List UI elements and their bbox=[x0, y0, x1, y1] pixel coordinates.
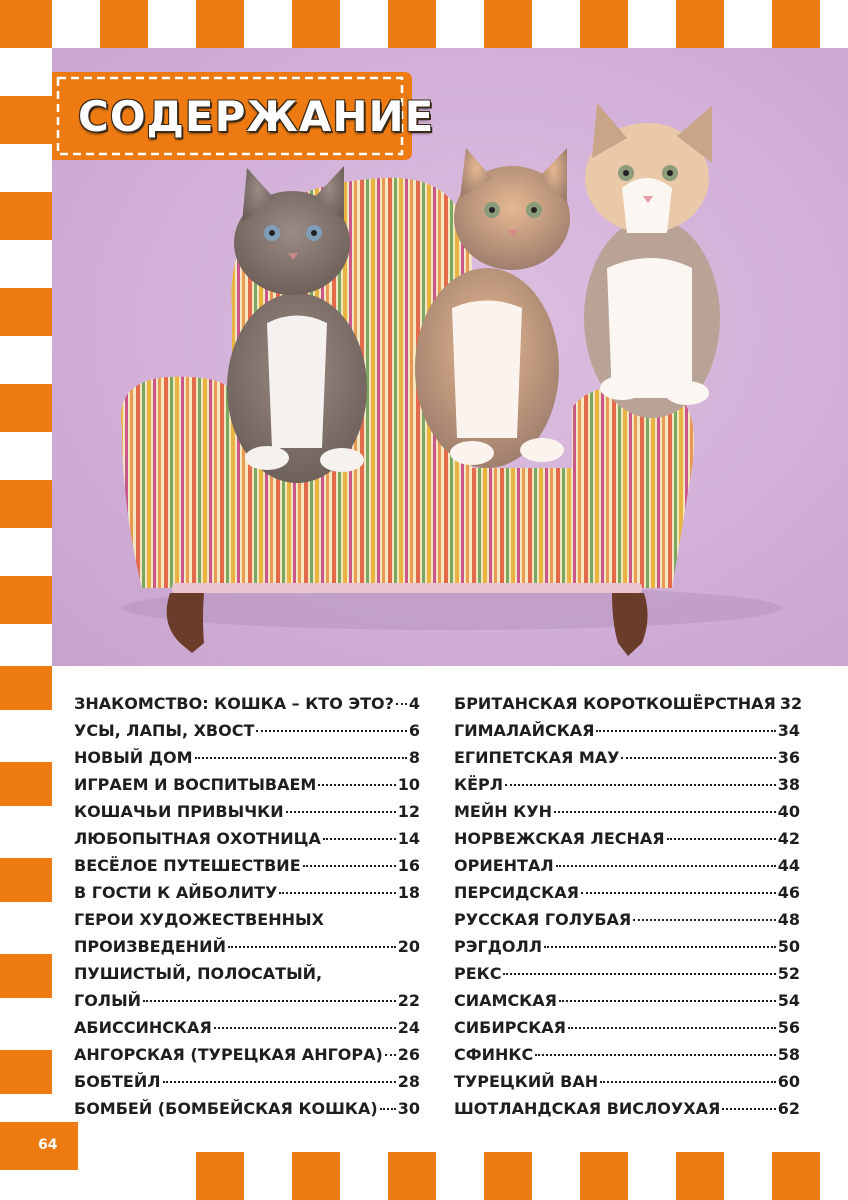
border-square bbox=[0, 954, 52, 998]
toc-leader-dots bbox=[323, 838, 396, 840]
toc-entry-page: 48 bbox=[777, 910, 800, 929]
toc-leader-dots bbox=[318, 784, 395, 786]
border-square bbox=[0, 288, 52, 336]
toc-entry-title: СФИНКС bbox=[454, 1045, 534, 1064]
toc-entry-page: 44 bbox=[777, 856, 800, 875]
toc-entry[interactable] bbox=[74, 852, 420, 879]
border-square bbox=[0, 576, 52, 624]
toc-entry[interactable] bbox=[74, 798, 420, 825]
border-square bbox=[0, 1050, 52, 1094]
toc-leader-dots bbox=[163, 1081, 396, 1083]
border-square bbox=[0, 858, 52, 902]
toc-entry-page: 28 bbox=[397, 1072, 420, 1091]
toc-entry-page: 62 bbox=[777, 1099, 800, 1118]
toc-entry[interactable] bbox=[74, 744, 420, 771]
toc-entry-page: 54 bbox=[777, 991, 800, 1010]
toc-entry-page: 56 bbox=[777, 1018, 800, 1037]
toc-entry-title: ЕГИПЕТСКАЯ МАУ bbox=[454, 748, 620, 767]
toc-leader-dots bbox=[385, 1054, 396, 1056]
toc-entry-page: 14 bbox=[397, 829, 420, 848]
toc-entry[interactable] bbox=[74, 1041, 420, 1068]
toc-entry[interactable] bbox=[454, 1095, 800, 1122]
toc-entry[interactable] bbox=[454, 744, 800, 771]
toc-leader-dots bbox=[556, 865, 776, 867]
toc-leader-dots bbox=[505, 784, 776, 786]
toc-leader-dots bbox=[554, 811, 776, 813]
toc-entry-title: РЭГДОЛЛ bbox=[454, 937, 543, 956]
toc-entry[interactable] bbox=[454, 933, 800, 960]
toc-entry-page: 30 bbox=[397, 1099, 420, 1118]
toc-entry-title: БОБТЕЙЛ bbox=[74, 1072, 161, 1091]
toc-entry-page: 4 bbox=[408, 694, 420, 713]
toc-entry-title: ГОЛЫЙ bbox=[74, 991, 142, 1010]
border-square bbox=[292, 0, 340, 48]
toc-entry[interactable] bbox=[454, 879, 800, 906]
toc-entry[interactable] bbox=[74, 1095, 420, 1122]
border-square bbox=[772, 1152, 820, 1200]
toc-leader-dots bbox=[722, 1108, 775, 1110]
border-square bbox=[388, 0, 436, 48]
border-square bbox=[0, 384, 52, 432]
toc-entry-title: БРИТАНСКАЯ КОРОТКОШЁРСТНАЯ bbox=[454, 694, 776, 713]
toc-leader-dots bbox=[303, 865, 396, 867]
toc-left-column bbox=[74, 690, 420, 1122]
toc-entry[interactable] bbox=[454, 717, 800, 744]
toc-right-column bbox=[454, 690, 803, 1122]
toc-leader-dots bbox=[544, 946, 776, 948]
toc-entry-page: 52 bbox=[777, 964, 800, 983]
toc-leader-dots bbox=[581, 892, 776, 894]
toc-leader-dots bbox=[195, 757, 407, 759]
toc-entry-title: АНГОРСКАЯ (ТУРЕЦКАЯ АНГОРА) bbox=[74, 1045, 383, 1064]
title-badge bbox=[52, 72, 435, 160]
border-square bbox=[292, 1152, 340, 1200]
toc-entry[interactable] bbox=[454, 906, 800, 933]
toc-entry[interactable] bbox=[74, 879, 420, 906]
border-square bbox=[580, 0, 628, 48]
toc-entry-page: 46 bbox=[777, 883, 800, 902]
toc-leader-dots bbox=[503, 973, 775, 975]
toc-entry[interactable] bbox=[454, 1068, 800, 1095]
border-square bbox=[676, 1152, 724, 1200]
toc-entry[interactable] bbox=[74, 717, 420, 744]
toc-entry-title: СИАМСКАЯ bbox=[454, 991, 557, 1010]
toc-entry-page: 24 bbox=[397, 1018, 420, 1037]
toc-entry-title: БОМБЕЙ (БОМБЕЙСКАЯ КОШКА) bbox=[74, 1099, 378, 1118]
toc-entry[interactable] bbox=[454, 825, 800, 852]
toc-leader-dots bbox=[633, 919, 776, 921]
border-square bbox=[0, 762, 52, 806]
kitten-white-calico bbox=[584, 103, 720, 418]
toc-entry-page: 38 bbox=[777, 775, 800, 794]
toc-entry[interactable] bbox=[74, 1014, 420, 1041]
toc-entry-title: НОВЫЙ ДОМ bbox=[74, 748, 193, 767]
toc-entry[interactable] bbox=[454, 987, 800, 1014]
toc-entry-title: ПЕРСИДСКАЯ bbox=[454, 883, 579, 902]
toc-entry[interactable] bbox=[454, 960, 800, 987]
toc-entry-title: ИГРАЕМ И ВОСПИТЫВАЕМ bbox=[74, 775, 317, 794]
toc-entry-page: 34 bbox=[777, 721, 800, 740]
toc-entry-page: 20 bbox=[397, 937, 420, 956]
toc-entry-title: ВЕСЁЛОЕ ПУТЕШЕСТВИЕ bbox=[74, 856, 301, 875]
border-square bbox=[676, 0, 724, 48]
toc-entry[interactable] bbox=[74, 1068, 420, 1095]
toc-entry-page: 8 bbox=[408, 748, 420, 767]
toc-entry-title: ЗНАКОМСТВО: КОШКА – КТО ЭТО? bbox=[74, 694, 394, 713]
toc-leader-dots bbox=[279, 892, 395, 894]
toc-entry-title: СИБИРСКАЯ bbox=[454, 1018, 566, 1037]
toc-leader-dots bbox=[286, 811, 396, 813]
toc-leader-dots bbox=[600, 1081, 776, 1083]
border-square bbox=[388, 1152, 436, 1200]
toc-entry-title: ГИМАЛАЙСКАЯ bbox=[454, 721, 595, 740]
toc-entry-page: 12 bbox=[397, 802, 420, 821]
toc-entry-page: 60 bbox=[777, 1072, 800, 1091]
toc-entry-title: РУССКАЯ ГОЛУБАЯ bbox=[454, 910, 632, 929]
toc-entry-page: 22 bbox=[397, 991, 420, 1010]
toc-entry-page: 6 bbox=[408, 721, 420, 740]
toc-entry[interactable] bbox=[454, 690, 803, 717]
toc-leader-dots bbox=[621, 757, 775, 759]
toc-entry-page: 58 bbox=[777, 1045, 800, 1064]
toc-entry[interactable] bbox=[74, 690, 420, 717]
toc-entry-page: 26 bbox=[397, 1045, 420, 1064]
border-square bbox=[0, 480, 52, 528]
toc-leader-dots bbox=[559, 1000, 776, 1002]
page-title: СОДЕРЖАНИЕ bbox=[78, 92, 435, 141]
border-square bbox=[484, 1152, 532, 1200]
toc-entry-title: ПРОИЗВЕДЕНИЙ bbox=[74, 937, 226, 956]
toc-leader-dots bbox=[256, 730, 406, 732]
toc-entry[interactable] bbox=[74, 825, 420, 852]
border-square bbox=[0, 0, 52, 48]
border-square bbox=[0, 666, 52, 710]
toc-entry[interactable] bbox=[454, 798, 800, 825]
toc-entry-title: ОРИЕНТАЛ bbox=[454, 856, 554, 875]
border-square bbox=[0, 96, 52, 144]
toc-leader-dots bbox=[396, 703, 407, 705]
border-square bbox=[772, 0, 820, 48]
toc-entry-title: РЕКС bbox=[454, 964, 502, 983]
toc-entry[interactable] bbox=[454, 771, 800, 798]
toc-entry[interactable] bbox=[74, 933, 420, 960]
toc-entry[interactable] bbox=[454, 852, 800, 879]
toc-leader-dots bbox=[143, 1000, 396, 1002]
toc-entry-title: ЛЮБОПЫТНАЯ ОХОТНИЦА bbox=[74, 829, 321, 848]
toc-entry-first-line[interactable]: ГЕРОИ ХУДОЖЕСТВЕННЫХ bbox=[74, 910, 324, 929]
page-number: 64 bbox=[38, 1137, 58, 1153]
toc-entry-page: 36 bbox=[777, 748, 800, 767]
toc-entry-title: АБИССИНСКАЯ bbox=[74, 1018, 212, 1037]
toc-leader-dots bbox=[535, 1054, 776, 1056]
toc-entry-title: МЕЙН КУН bbox=[454, 802, 553, 821]
toc-leader-dots bbox=[380, 1108, 396, 1110]
border-square bbox=[580, 1152, 628, 1200]
toc-entry-page: 32 bbox=[779, 694, 803, 713]
border-square bbox=[100, 0, 148, 48]
toc-leader-dots bbox=[667, 838, 776, 840]
toc-entry-title: НОРВЕЖСКАЯ ЛЕСНАЯ bbox=[454, 829, 665, 848]
toc-entry-title: УСЫ, ЛАПЫ, ХВОСТ bbox=[74, 721, 255, 740]
toc-leader-dots bbox=[214, 1027, 396, 1029]
toc-entry-title: ШОТЛАНДСКАЯ ВИСЛОУХАЯ bbox=[454, 1099, 721, 1118]
toc-entry-title: ТУРЕЦКИЙ ВАН bbox=[454, 1072, 599, 1091]
toc-entry-first-line[interactable]: ПУШИСТЫЙ, ПОЛОСАТЫЙ, bbox=[74, 964, 323, 983]
toc-entry-page: 42 bbox=[777, 829, 800, 848]
toc-entry-page: 10 bbox=[397, 775, 420, 794]
border-square bbox=[196, 1152, 244, 1200]
toc-entry[interactable] bbox=[74, 771, 420, 798]
toc-entry-title: КЁРЛ bbox=[454, 775, 504, 794]
toc-entry-page: 50 bbox=[777, 937, 800, 956]
toc-entry-page: 18 bbox=[397, 883, 420, 902]
toc-entry[interactable] bbox=[74, 987, 420, 1014]
border-square bbox=[0, 192, 52, 240]
border-square bbox=[484, 0, 532, 48]
toc-entry-title: В ГОСТИ К АЙБОЛИТУ bbox=[74, 883, 278, 902]
toc-entry-title: КОШАЧЬИ ПРИВЫЧКИ bbox=[74, 802, 284, 821]
border-square bbox=[196, 0, 244, 48]
toc-entry-page: 40 bbox=[777, 802, 800, 821]
toc-entry-page: 16 bbox=[397, 856, 420, 875]
toc-leader-dots bbox=[596, 730, 775, 732]
toc-leader-dots bbox=[228, 946, 396, 948]
toc-entry[interactable] bbox=[454, 1041, 800, 1068]
toc-leader-dots bbox=[568, 1027, 776, 1029]
toc-entry[interactable] bbox=[454, 1014, 800, 1041]
